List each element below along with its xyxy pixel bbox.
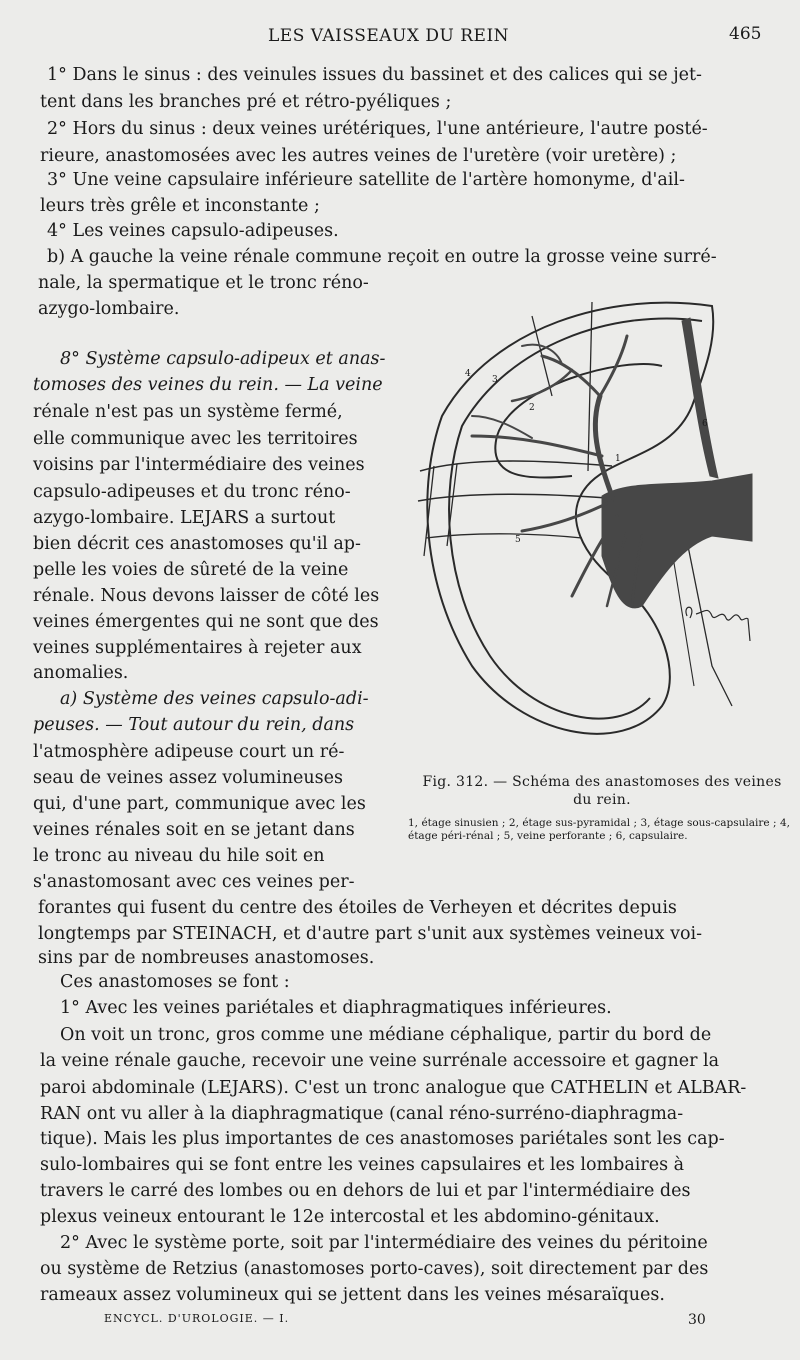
kidney-vein-figure [412,286,788,756]
text-line: leurs très grêle et inconstante ; [40,196,320,216]
text-line: voisins par l'intermédiaire des veines [33,455,365,475]
text-line: travers le carré des lombes ou en dehors de lui et par l'intermédiaire des [40,1181,691,1201]
figure-label: 4 [465,369,471,379]
text-line: b) A gauche la veine rénale commune reçoit en outre la grosse veine surré- [47,247,717,267]
text-line: la veine rénale gauche, recevoir une veine surrénale accessoire et gagner la [40,1051,720,1071]
text-line: plexus veineux entourant le 12e intercostal et les abdomino-génitaux. [40,1207,660,1227]
text-line: 1° Dans le sinus : des veinules issues du bassinet et des calices qui se jet- [47,65,702,85]
figure-caption: Fig. 312. — Schéma des anastomoses des veines du rein. [422,774,782,808]
text-line: anomalies. [33,663,129,683]
figure-label: 5 [515,535,521,545]
figure-label: 1 [615,454,621,464]
text-line: Ces anastomoses se font : [60,972,290,992]
capsular-vein-6 [682,318,718,478]
text-line: 2° Hors du sinus : deux veines urétériques, l'une antérieure, l'autre posté- [47,119,708,139]
artist-signature [686,607,750,641]
text-line: tomoses des veines du rein. — La veine [33,375,383,395]
text-line: ou système de Retzius (anastomoses porto-caves), soit directement par des [40,1259,709,1279]
text-line: seau de veines assez volumineuses [33,768,343,788]
text-line: rénale n'est pas un système fermé, [33,402,343,422]
text-line: le tronc au niveau du hile soit en [33,846,325,866]
text-line: longtemps par STEINACH, et d'autre part s'unit aux systèmes veineux voi- [38,924,703,944]
text-line: sins par de nombreuses anastomoses. [38,948,375,968]
text-line: 4° Les veines capsulo-adipeuses. [47,221,339,241]
text-line: qui, d'une part, communique avec les [33,794,366,814]
running-header: LES VAISSEAUX DU REIN [268,26,510,46]
text-line: s'anastomosant avec ces veines per- [33,872,355,892]
text-line: sulo-lombaires qui se font entre les veines capsulaires et les lombaires à [40,1155,685,1175]
figure-label: 3 [492,375,498,385]
text-line: bien décrit ces anastomoses qu'il ap- [33,534,361,554]
text-line: capsulo-adipeuses et du tronc réno- [33,482,351,502]
section-heading: 8° Système capsulo-adipeux et anas- [60,349,386,369]
text-line: azygo-lombaire. [38,299,180,319]
footer-signature-mark: 30 [688,1312,706,1328]
text-line: veines rénales soit en se jetant dans [33,820,355,840]
figure-legend: 1, étage sinusien ; 2, étage sus-pyramidal ; 3, étage sous-capsulaire ; 4, étage péri-rénal ; 5, veine perforante ; 6, capsulaire. [408,817,790,842]
text-line: RAN ont vu aller à la diaphragmatique (canal réno-surréno-diaphragma- [40,1104,684,1124]
text-line: rénale. Nous devons laisser de côté les [33,586,380,606]
text-line: paroi abdominale (LEJARS). C'est un tronc analogue que CATHELIN et ALBAR- [40,1078,747,1098]
text-line: 2° Avec le système porte, soit par l'intermédiaire des veines du péritoine [60,1233,708,1253]
text-line: forantes qui fusent du centre des étoiles de Verheyen et décrites depuis [38,898,677,918]
text-line: tent dans les branches pré et rétro-pyéliques ; [40,92,452,112]
text-line: 3° Une veine capsulaire inférieure satellite de l'artère homonyme, d'ail- [47,170,685,190]
text-line: rameaux assez volumineux qui se jettent dans les veines mésaraïques. [40,1285,665,1305]
text-line: tique). Mais les plus importantes de ces anastomoses pariétales sont les cap- [40,1129,725,1149]
text-line: veines émergentes qui ne sont que des [33,612,379,632]
text-line: 1° Avec les veines pariétales et diaphragmatiques inférieures. [60,998,612,1018]
footer-source: ENCYCL. D'UROLOGIE. — I. [104,1312,290,1325]
text-line: pelle les voies de sûreté de la veine [33,560,349,580]
text-line: elle communique avec les territoires [33,429,358,449]
page-number: 465 [729,24,762,44]
text-line: azygo-lombaire. LEJARS a surtout [33,508,336,528]
text-line: peuses. — Tout autour du rein, dans [33,715,355,735]
text-line: l'atmosphère adipeuse court un ré- [33,742,345,762]
text-line: On voit un tronc, gros comme une médiane céphalique, partir du bord de [60,1025,712,1045]
text-line: veines supplémentaires à rejeter aux [33,638,362,658]
figure-label: 6 [702,419,708,429]
subsection-heading: a) Système des veines capsulo-adi- [60,689,369,709]
text-line: nale, la spermatique et le tronc réno- [38,273,369,293]
text-line: rieure, anastomosées avec les autres veines de l'uretère (voir uretère) ; [40,146,677,166]
figure-label: 2 [529,403,535,413]
